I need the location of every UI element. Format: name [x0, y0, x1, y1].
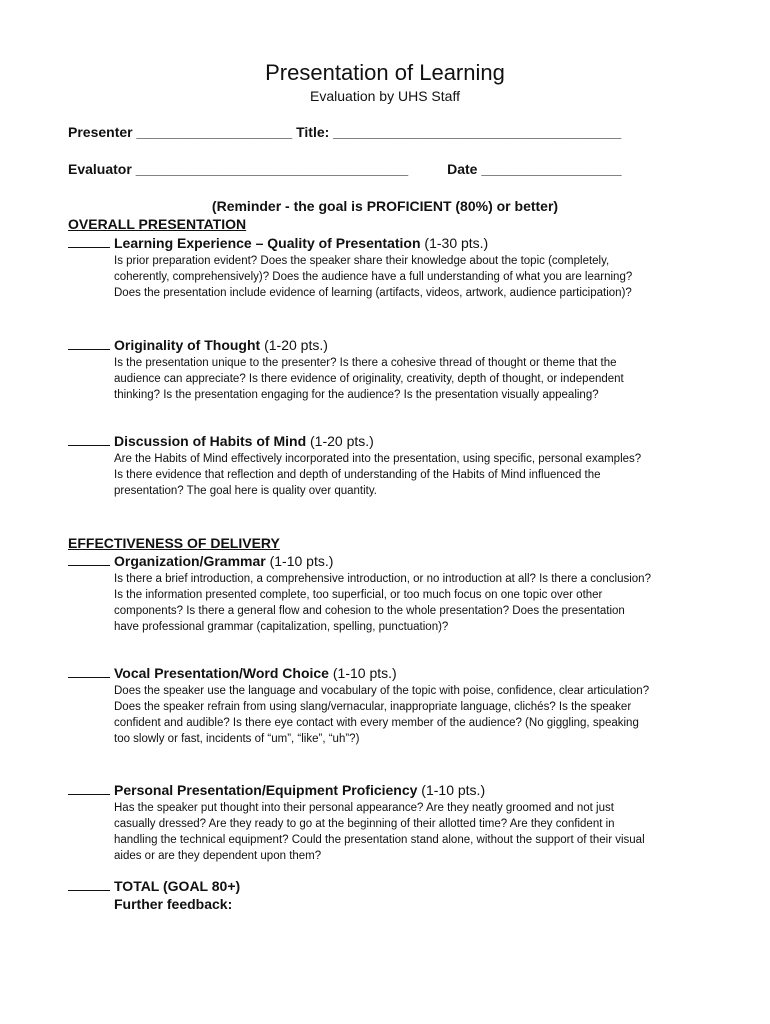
criterion-points: (1-10 pts.) [328, 665, 397, 681]
criterion-vocal-presentation [68, 665, 718, 747]
section-heading-delivery: EFFECTIVENESS OF DELIVERY [68, 535, 280, 551]
criterion-learning-experience [68, 235, 718, 301]
score-blank[interactable] [68, 878, 110, 891]
description-line: Has the speaker put thought into their personal appearance? Are they neatly groomed and not just [114, 802, 614, 814]
description-line: confident and audible? Is there eye contact with every member of the audience? (No giggling, speaking [114, 717, 639, 729]
criterion-points: (1-20 pts.) [306, 433, 374, 449]
presenter-title-field[interactable]: Presenter ____________________ Title: _____________________________________ [68, 124, 622, 140]
criterion-points: (1-10 pts.) [265, 553, 334, 569]
description-line: aides or are they dependent upon them? [114, 850, 322, 862]
criterion-originality [68, 337, 718, 403]
description-line: Is prior preparation evident? Does the speaker share their knowledge about the topic (completely, [114, 255, 610, 267]
feedback-label: Further feedback: [114, 896, 233, 912]
criterion-points: (1-30 pts.) [420, 235, 489, 251]
criterion-description [114, 683, 718, 747]
description-line: Is the presentation unique to the presenter? Is there a cohesive thread of thought or theme that the [114, 357, 617, 369]
description-line: thinking? Is the presentation engaging for the audience? Is the presentation visually appealing? [114, 389, 599, 401]
description-line: handling the technical equipment? Could the presentation stand alone, without the support of their visual [114, 834, 645, 846]
total-row [68, 878, 240, 895]
criterion-description [114, 571, 718, 635]
criterion-name: Originality of Thought [114, 337, 261, 353]
score-blank[interactable] [68, 782, 110, 795]
description-line: audience can appreciate? Is there evidence of originality, creativity, depth of thought, or independent [114, 373, 624, 385]
description-line: Are the Habits of Mind effectively incorporated into the presentation, using specific, personal examples? [114, 453, 642, 465]
score-blank[interactable] [68, 665, 110, 678]
total-label: TOTAL (GOAL 80+) [114, 878, 241, 894]
description-line: Does the speaker refrain from using slang/vernacular, inappropriate language, clichés? Is the speaker [114, 701, 632, 713]
description-line: have professional grammar (capitalization, spelling, punctuation)? [114, 621, 449, 633]
section-heading-overall: OVERALL PRESENTATION [68, 216, 247, 232]
score-blank[interactable] [68, 337, 110, 350]
criterion-description [114, 355, 718, 403]
criterion-description [114, 253, 718, 301]
evaluator-date-field[interactable]: Evaluator ___________________________________ Date __________________ [68, 161, 622, 177]
criterion-habits-of-mind [68, 433, 718, 499]
criterion-name: Learning Experience – Quality of Presentation [114, 235, 421, 251]
criterion-personal-presentation [68, 782, 718, 864]
criterion-description [114, 451, 718, 499]
description-line: Is there evidence that reflection and depth of understanding of the Habits of Mind influenced the [114, 469, 601, 481]
criterion-name: Personal Presentation/Equipment Proficiency [114, 782, 418, 798]
description-line: Is there a brief introduction, a comprehensive introduction, or no introduction at all? Is there a conclusion? [114, 573, 651, 585]
criterion-organization [68, 553, 718, 635]
criterion-name: Organization/Grammar [114, 553, 266, 569]
description-line: too slowly or fast, incidents of “um”, “like”, “uh”?) [114, 733, 360, 745]
score-blank[interactable] [68, 235, 110, 248]
score-blank[interactable] [68, 433, 110, 446]
description-line: presentation? The goal here is quality over quantity. [114, 485, 377, 497]
criterion-points: (1-20 pts.) [260, 337, 328, 353]
score-blank[interactable] [68, 553, 110, 566]
description-line: Does the presentation include evidence of learning (artifacts, videos, artwork, audience participation)? [114, 287, 632, 299]
criterion-description [114, 800, 718, 864]
description-line: components? Is there a general flow and cohesion to the whole presentation? Does the presentation [114, 605, 625, 617]
reminder-text: (Reminder - the goal is PROFICIENT (80%) or better) [211, 198, 559, 214]
description-line: coherently, comprehensively)? Does the audience have a full understanding of what you are learning? [114, 271, 633, 283]
page-subtitle: Evaluation by UHS Staff [310, 88, 460, 104]
criterion-points: (1-10 pts.) [417, 782, 486, 798]
criterion-name: Discussion of Habits of Mind [114, 433, 307, 449]
criterion-name: Vocal Presentation/Word Choice [114, 665, 329, 681]
description-line: casually dressed? Are they ready to go at the beginning of their allotted time? Are they confident in [114, 818, 615, 830]
description-line: Does the speaker use the language and vocabulary of the topic with poise, confidence, clear articulation? [114, 685, 650, 697]
description-line: Is the information presented complete, too superficial, or too much focus on one topic over other [114, 589, 603, 601]
page-title: Presentation of Learning [265, 60, 505, 85]
